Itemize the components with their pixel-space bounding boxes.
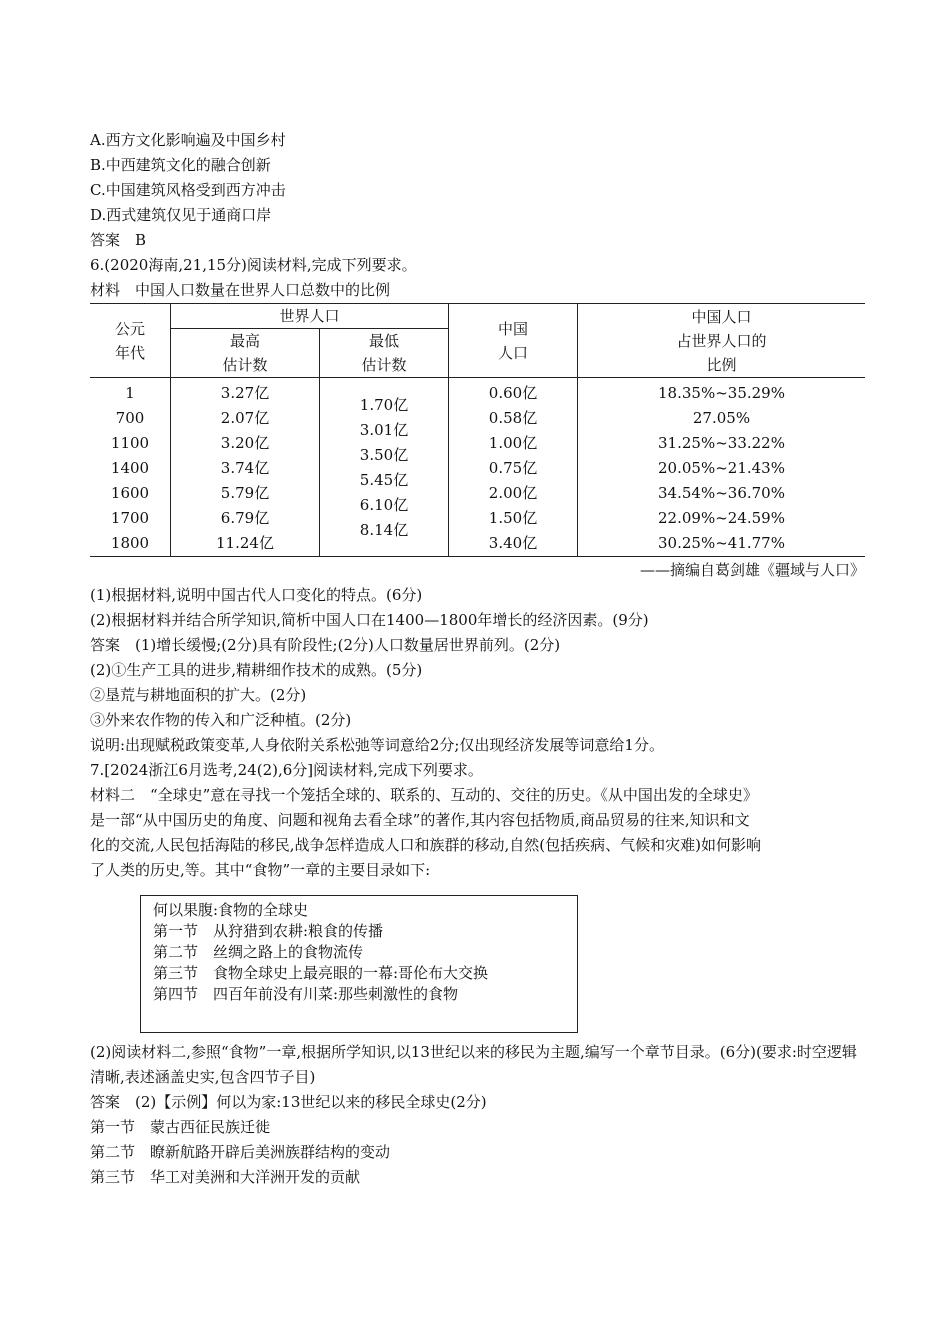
col-high [171,378,320,557]
col-low [320,378,449,557]
table-cell: 1.00亿 [488,434,538,452]
q6-answer-2-2: ②垦荒与耕地面积的扩大。(2分) [90,686,307,704]
q6-note: 说明:出现赋税政策变革,人身依附关系松弛等词意给2分;仅出现经济发展等词意给1分。 [90,736,664,754]
q6-question-2: (2)根据材料并结合所学知识,简析中国人口在1400—1800年增长的经济因素。(9分) [90,611,649,629]
table-cell: 6.10亿 [359,496,409,514]
header-high: 最高 [171,329,320,354]
table-cell: 6.79亿 [220,509,270,527]
table-cell: 20.05%~21.43% [658,459,785,477]
table-cell: 8.14亿 [359,521,409,539]
q7-question: (2)阅读材料二,参照“食物”一章,根据所学知识,以13世纪以来的移民为主题,编写一个章节目录。(6分)(要求:时空逻辑清晰,表述涵盖史实,包含四节子目) [90,1043,857,1086]
q6-material-title: 材料 中国人口数量在世界人口总数中的比例 [90,281,391,299]
table-cell: 1800 [110,534,150,552]
q7-material-line-2: 是一部“从中国历史的角度、问题和视角去看全球”的著作,其内容包括物质,商品贸易的往来,知识和文 [90,811,750,829]
q6-answer-1: 答案 (1)增长缓慢;(2分)具有阶段性;(2分)人口数量居世界前列。(2分) [90,636,561,654]
table-cell: 2.00亿 [488,484,538,502]
col-years [90,378,171,557]
document-page [90,128,865,1190]
catalog-title: 何以果腹:食物的全球史 [153,901,309,919]
table-cell: 5.45亿 [359,471,409,489]
table-cell: 18.35%~35.29% [658,384,785,402]
header-year: 公元 年代 [114,319,145,362]
header-low: 最低 [320,329,449,354]
q5-answer: 答案 B [90,231,147,249]
table-cell: 30.25%~41.77% [658,534,785,552]
q7-material-line-1: 材料二 “全球史”意在寻找一个笼括全球的、联系的、互动的、交往的历史。《从中国出发的全球史》 [90,786,758,804]
table-cell: 1 [125,384,135,402]
q6-answer-2-3: ③外来农作物的传入和广泛种植。(2分) [90,711,352,729]
food-chapter-catalog [140,895,578,1033]
table-cell: 5.79亿 [220,484,270,502]
table-cell: 1400 [110,459,150,477]
table-cell: 2.07亿 [220,409,270,427]
q7-answer-section-1: 第一节 蒙古西征民族迁徙 [90,1118,271,1136]
table-cell: 3.20亿 [220,434,270,452]
table-cell: 1700 [110,509,150,527]
option-a: A.西方文化影响遍及中国乡村 [90,131,286,149]
catalog-item: 第四节 四百年前没有川菜:那些刺激性的食物 [153,985,459,1003]
catalog-item: 第三节 食物全球史上最亮眼的一幕:哥伦布大交换 [153,964,489,982]
header-world: 世界人口 [171,304,449,329]
col-china [449,378,578,557]
population-table: 公元 年代 世界人口 中国 人口 中国人口 占世界人口的 比例 最高 最低 估计数 估计数 1 700 1100 1400 1600 1700 1800 3.27亿 2.07亿 3.20亿 3.74亿 5.79亿 6.79亿 11.24亿 1.70亿 3.01亿 3.50亿 5.45亿 6.10亿 8.14亿 0.60亿 0.58亿 1.00亿 0.75亿 2.00亿 1.50亿 3.40亿 18.35%~35.29% 27.05% 31.25%~33.22% 20.05%~21.43% 34.54%~36.70% 22.09%~24.59% 30.25%~41.77% [90,303,865,557]
table-cell: 0.58亿 [488,409,538,427]
table-cell: 34.54%~36.70% [658,484,785,502]
table-cell: 27.05% [692,409,751,427]
q7-answer: 答案 (2)【示例】何以为家:13世纪以来的移民全球史(2分) [90,1093,487,1111]
col-ratio [578,378,866,557]
table-cell: 1600 [110,484,150,502]
header-ratio: 中国人口 占世界人口的 比例 [578,304,866,378]
q6-stem: 6.(2020海南,21,15分)阅读材料,完成下列要求。 [90,256,417,274]
table-cell: 0.60亿 [488,384,538,402]
header-china: 中国 人口 [449,304,578,378]
table-cell: 1.70亿 [359,396,409,414]
option-c: C.中国建筑风格受到西方冲击 [90,181,286,199]
table-cell: 1.50亿 [488,509,538,527]
table-cell: 3.27亿 [220,384,270,402]
table-cell: 11.24亿 [216,534,274,552]
q7-stem: 7.[2024浙江6月选考,24(2),6分]阅读材料,完成下列要求。 [90,761,483,779]
q7-material-line-4: 了人类的历史,等。其中“食物”一章的主要目录如下: [90,861,431,879]
table-cell: 1100 [110,434,150,452]
q7-material-line-3: 化的交流,人民包括海陆的移民,战争怎样造成人口和族群的移动,自然(包括疾病、气候和灾难)如何影响 [90,836,762,854]
q6-answer-2-1: (2)①生产工具的进步,精耕细作技术的成熟。(5分) [90,661,423,679]
table-cell: 700 [115,409,145,427]
table-cell: 3.50亿 [359,446,409,464]
catalog-item: 第二节 丝绸之路上的食物流传 [153,943,364,961]
q7-answer-section-2: 第二节 瞭新航路开辟后美洲族群结构的变动 [90,1143,391,1161]
table-cell: 3.74亿 [220,459,270,477]
q7-answer-section-3: 第三节 华工对美洲和大洋洲开发的贡献 [90,1168,361,1186]
option-b: B.中西建筑文化的融合创新 [90,156,271,174]
table-cell: 3.01亿 [359,421,409,439]
table-cell: 31.25%~33.22% [658,434,785,452]
table-source: ——摘编自葛剑雄《疆域与人口》 [639,561,865,579]
catalog-item: 第一节 从狩猎到农耕:粮食的传播 [153,922,384,940]
table-cell: 3.40亿 [488,534,538,552]
table-cell: 22.09%~24.59% [658,509,785,527]
table-cell: 0.75亿 [488,459,538,477]
option-d: D.西式建筑仅见于通商口岸 [90,206,272,224]
q6-question-1: (1)根据材料,说明中国古代人口变化的特点。(6分) [90,586,423,604]
